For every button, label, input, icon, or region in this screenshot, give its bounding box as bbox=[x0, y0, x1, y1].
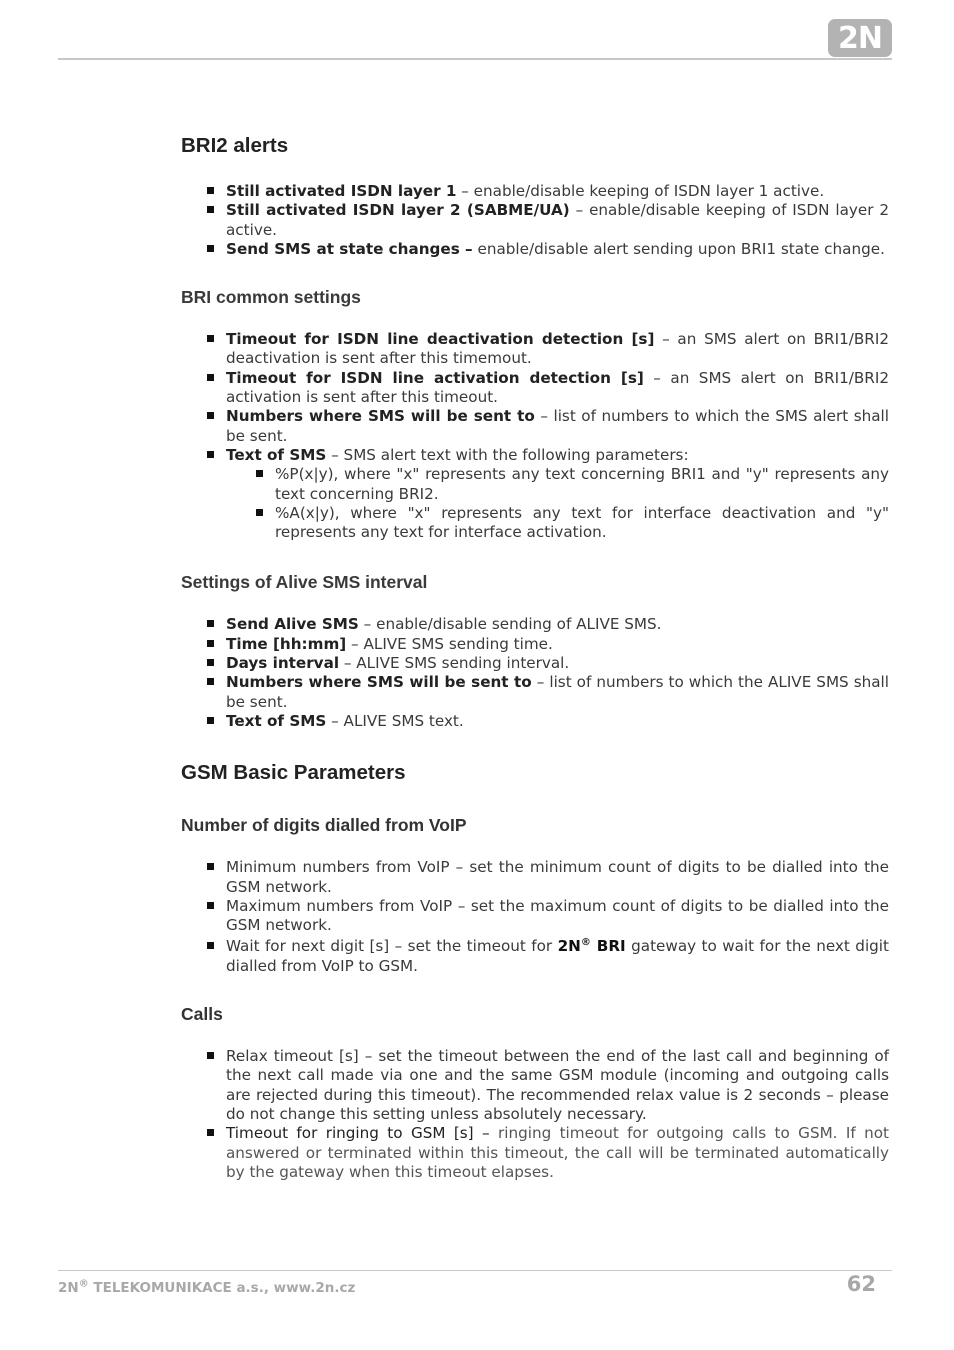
list-item: Still activated ISDN layer 2 (SABME/UA) – enable/disable keeping of ISDN layer 2 active. bbox=[181, 201, 889, 240]
document-body bbox=[181, 134, 889, 1182]
list-item: Maximum numbers from VoIP – set the maximum count of digits to be dialled into the GSM network. bbox=[181, 897, 889, 936]
list-item: Text of SMS – SMS alert text with the following parameters: bbox=[181, 446, 889, 465]
list-item: Time [hh:mm] – ALIVE SMS sending time. bbox=[181, 635, 889, 654]
list-calls bbox=[181, 1047, 889, 1182]
list-item: Minimum numbers from VoIP – set the minimum count of digits to be dialled into the GSM network. bbox=[181, 858, 889, 897]
list-digits-from-voip bbox=[181, 858, 889, 976]
sub-list-item: %A(x|y), where "x" represents any text for interface deactivation and "y" represents any text for interface activation. bbox=[226, 504, 889, 543]
sub-list-item: %P(x|y), where "x" represents any text concerning BRI1 and "y" represents any text concerning BRI2. bbox=[226, 465, 889, 504]
page-number: 62 bbox=[846, 1272, 876, 1296]
list-item: Wait for next digit [s] – set the timeout for 2N® BRI gateway to wait for the next digit dialled from VoIP to GSM. bbox=[181, 937, 889, 976]
company-logo: 2N bbox=[828, 19, 892, 57]
footer-company: 2N® TELEKOMUNIKACE a.s., www.2n.cz bbox=[58, 1278, 356, 1296]
list-alive-sms bbox=[181, 615, 889, 731]
list-item: Timeout for ISDN line deactivation detection [s] – an SMS alert on BRI1/BRI2 deactivation is sent after this timemout. bbox=[181, 330, 889, 369]
list-bri2-alerts bbox=[181, 182, 889, 259]
list-item: Text of SMS – ALIVE SMS text. bbox=[181, 712, 889, 731]
heading-gsm-basic-parameters: GSM Basic Parameters bbox=[181, 761, 406, 785]
heading-bri2-alerts: BRI2 alerts bbox=[181, 134, 289, 157]
list-item: Still activated ISDN layer 1 – enable/disable keeping of ISDN layer 1 active. bbox=[181, 182, 889, 201]
list-item: Send SMS at state changes – enable/disable alert sending upon BRI1 state change. bbox=[181, 240, 889, 259]
list-item: Relax timeout [s] – set the timeout between the end of the last call and beginning of the next call made via one and the same GSM module (incoming and outgoing calls are rejected during this timeout). The recommended relax value is 2 seconds – please do not change this setting unless absolutely necessary. bbox=[181, 1047, 889, 1124]
footer-divider bbox=[58, 1270, 892, 1271]
heading-calls: Calls bbox=[181, 1004, 223, 1025]
list-bri-common-settings bbox=[181, 330, 889, 465]
heading-digits-from-voip: Number of digits dialled from VoIP bbox=[181, 815, 467, 836]
list-item: Numbers where SMS will be sent to – list of numbers to which the SMS alert shall be sent. bbox=[181, 407, 889, 446]
list-sms-parameters bbox=[181, 465, 889, 542]
list-item: Timeout for ringing to GSM [s] – ringing timeout for outgoing calls to GSM. If not answered or terminated within this timeout, the call will be terminated automatically by the gateway when this timeout elapses. bbox=[181, 1124, 889, 1182]
list-item: Days interval – ALIVE SMS sending interval. bbox=[181, 654, 889, 673]
heading-alive-sms: Settings of Alive SMS interval bbox=[181, 572, 428, 593]
list-item: Timeout for ISDN line activation detection [s] – an SMS alert on BRI1/BRI2 activation is sent after this timeout. bbox=[181, 369, 889, 408]
header-divider bbox=[58, 58, 892, 60]
list-item: Numbers where SMS will be sent to – list of numbers to which the ALIVE SMS shall be sent. bbox=[181, 673, 889, 712]
heading-bri-common-settings: BRI common settings bbox=[181, 287, 361, 308]
list-item: Send Alive SMS – enable/disable sending of ALIVE SMS. bbox=[181, 615, 889, 634]
